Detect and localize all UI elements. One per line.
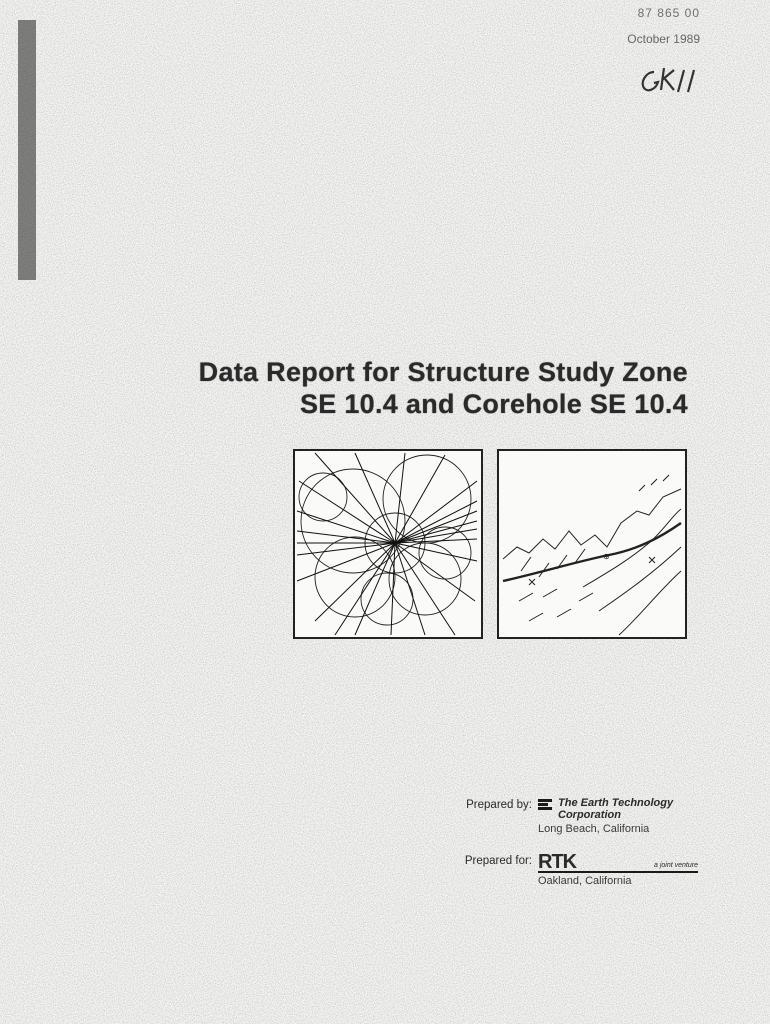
company-name-line-1: The Earth Technology	[558, 797, 674, 809]
prepared-for-city: Oakland, California	[538, 875, 632, 887]
cross-section-figure	[497, 449, 687, 639]
prepared-for-row	[446, 853, 698, 887]
title-line-1: Data Report for Structure Study Zone	[198, 357, 688, 387]
document-header	[627, 6, 700, 46]
document-date: October 1989	[627, 32, 700, 46]
prepared-by-row	[446, 797, 698, 835]
prepared-for-client	[538, 853, 698, 887]
handwritten-initials	[632, 62, 710, 101]
document-code: 87 865 00	[637, 6, 700, 20]
stereonet-figure	[293, 449, 483, 639]
title-line-2: SE 10.4 and Corehole SE 10.4	[299, 389, 688, 419]
prepared-by-company	[538, 797, 673, 835]
prepared-by-label: Prepared by:	[466, 799, 532, 811]
rtk-logo	[538, 853, 698, 873]
prepared-by-city: Long Beach, California	[538, 823, 650, 835]
etc-logo-icon	[538, 799, 552, 811]
rtk-logo-text: RTK	[538, 851, 577, 873]
report-title	[199, 356, 688, 420]
prepared-block	[446, 797, 698, 887]
joint-venture-tagline: a joint venture	[654, 862, 698, 869]
svg-text:⊕: ⊕	[603, 552, 610, 561]
prepared-for-label: Prepared for:	[464, 855, 532, 867]
company-name-line-2: Corporation	[558, 809, 621, 821]
